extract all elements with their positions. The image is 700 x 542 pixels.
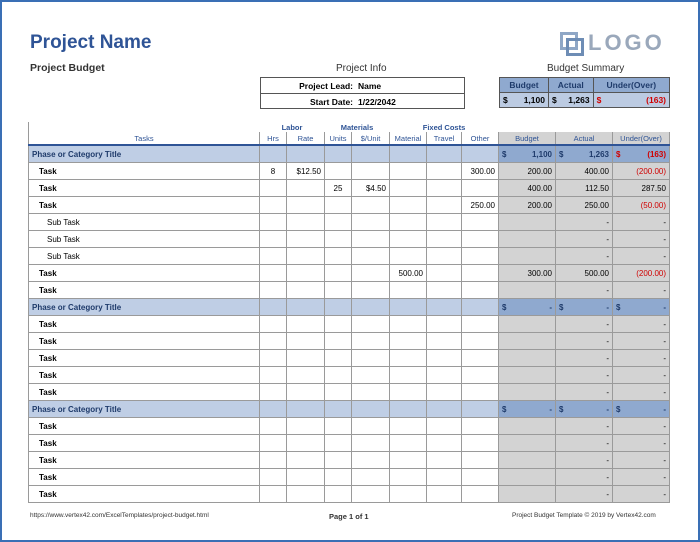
cell-hrs[interactable] <box>260 435 287 452</box>
cell-units[interactable] <box>325 469 352 486</box>
cell-units[interactable] <box>325 333 352 350</box>
cell-units[interactable] <box>325 452 352 469</box>
cell-travel[interactable] <box>427 384 462 401</box>
cell-per-unit[interactable] <box>352 418 390 435</box>
cell-budget <box>499 384 556 401</box>
cell-actual: - <box>556 469 613 486</box>
cell-hrs[interactable] <box>260 384 287 401</box>
cell-actual: - <box>556 248 613 265</box>
project-info-box <box>260 77 465 109</box>
cell-material[interactable] <box>390 145 427 163</box>
page-title: Project Name <box>30 32 152 53</box>
summary-header-under-over: Under(Over) <box>593 78 669 93</box>
cell-other[interactable] <box>462 248 499 265</box>
project-info-label: Project Info <box>336 63 387 74</box>
cell-budget: 200.00 <box>499 163 556 180</box>
cell-units[interactable] <box>325 350 352 367</box>
cell-other[interactable] <box>462 486 499 503</box>
cell-name[interactable]: Task <box>29 333 260 350</box>
cell-name[interactable]: Task <box>29 316 260 333</box>
cell-other[interactable] <box>462 452 499 469</box>
cell-travel[interactable] <box>427 214 462 231</box>
cell-actual: 500.00 <box>556 265 613 282</box>
cell-rate[interactable] <box>287 299 325 316</box>
cell-per-unit[interactable] <box>352 435 390 452</box>
cell-hrs[interactable] <box>260 469 287 486</box>
cell-other[interactable] <box>462 265 499 282</box>
cell-per-unit[interactable] <box>352 350 390 367</box>
cell-actual: - <box>556 350 613 367</box>
cell-under-over: - <box>613 282 670 299</box>
cell-name[interactable]: Sub Task <box>29 248 260 265</box>
cell-hrs[interactable] <box>260 367 287 384</box>
cell-actual: - <box>556 367 613 384</box>
cell-material[interactable] <box>390 197 427 214</box>
cell-rate[interactable] <box>287 418 325 435</box>
cell-material[interactable] <box>390 316 427 333</box>
cell-budget <box>499 418 556 435</box>
cell-budget <box>499 214 556 231</box>
cell-hrs[interactable] <box>260 214 287 231</box>
cell-travel[interactable] <box>427 316 462 333</box>
cell-per-unit[interactable] <box>352 333 390 350</box>
cell-name[interactable]: Task <box>29 469 260 486</box>
cell-hrs[interactable] <box>260 299 287 316</box>
phase-row <box>29 299 670 316</box>
column-header-row <box>29 132 670 145</box>
cell-rate[interactable] <box>287 282 325 299</box>
cell-name[interactable]: Phase or Category Title <box>29 299 260 316</box>
logo-mark-icon <box>560 32 582 54</box>
cell-travel[interactable] <box>427 299 462 316</box>
cell-other[interactable] <box>462 316 499 333</box>
cell-name[interactable]: Phase or Category Title <box>29 145 260 163</box>
cell-units[interactable] <box>325 265 352 282</box>
cell-material[interactable] <box>390 163 427 180</box>
cell-actual: - <box>556 452 613 469</box>
cell-travel[interactable] <box>427 435 462 452</box>
phase-row <box>29 401 670 418</box>
task-row <box>29 163 670 180</box>
cell-material[interactable] <box>390 418 427 435</box>
cell-material[interactable] <box>390 282 427 299</box>
task-row <box>29 469 670 486</box>
cell-budget: $ 1,100 <box>499 145 556 163</box>
col-material-header: Material <box>390 132 427 145</box>
cell-under-over: (200.00) <box>613 163 670 180</box>
cell-units[interactable] <box>325 435 352 452</box>
cell-rate[interactable] <box>287 469 325 486</box>
cell-units[interactable] <box>325 367 352 384</box>
cell-under-over: 287.50 <box>613 180 670 197</box>
subtask-row <box>29 214 670 231</box>
cell-other[interactable] <box>462 367 499 384</box>
cell-under-over: - <box>613 435 670 452</box>
cell-material[interactable] <box>390 180 427 197</box>
cell-other[interactable] <box>462 418 499 435</box>
cell-budget <box>499 486 556 503</box>
cell-travel[interactable] <box>427 197 462 214</box>
cell-per-unit[interactable] <box>352 367 390 384</box>
cell-under-over: - <box>613 452 670 469</box>
cell-rate[interactable] <box>287 197 325 214</box>
cell-per-unit[interactable] <box>352 282 390 299</box>
cell-hrs[interactable] <box>260 248 287 265</box>
cell-name[interactable]: Task <box>29 435 260 452</box>
cell-name[interactable]: Task <box>29 265 260 282</box>
cell-travel[interactable] <box>427 401 462 418</box>
cell-name[interactable]: Task <box>29 418 260 435</box>
cell-units[interactable] <box>325 486 352 503</box>
cell-other[interactable]: 300.00 <box>462 163 499 180</box>
cell-per-unit[interactable] <box>352 299 390 316</box>
task-row <box>29 435 670 452</box>
cell-under-over: - <box>613 469 670 486</box>
cell-hrs[interactable] <box>260 401 287 418</box>
cell-hrs[interactable] <box>260 197 287 214</box>
col-budget-header: Budget <box>499 132 556 145</box>
cell-per-unit[interactable] <box>352 452 390 469</box>
cell-units[interactable] <box>325 299 352 316</box>
task-row <box>29 384 670 401</box>
cell-rate[interactable] <box>287 180 325 197</box>
cell-under-over: $ (163) <box>613 145 670 163</box>
cell-per-unit[interactable] <box>352 231 390 248</box>
cell-budget <box>499 452 556 469</box>
cell-per-unit[interactable] <box>352 401 390 418</box>
cell-name[interactable]: Sub Task <box>29 214 260 231</box>
cell-per-unit[interactable] <box>352 214 390 231</box>
cell-under-over: - <box>613 333 670 350</box>
cell-travel[interactable] <box>427 282 462 299</box>
cell-per-unit[interactable]: $4.50 <box>352 180 390 197</box>
group-fixed-costs: Fixed Costs <box>422 122 466 132</box>
col-hrs-header: Hrs <box>260 132 287 145</box>
cell-name[interactable]: Task <box>29 163 260 180</box>
cell-under-over: - <box>613 316 670 333</box>
cell-per-unit[interactable] <box>352 265 390 282</box>
task-row <box>29 282 670 299</box>
cell-material[interactable] <box>390 299 427 316</box>
cell-other[interactable]: 250.00 <box>462 197 499 214</box>
cell-material[interactable] <box>390 452 427 469</box>
summary-actual: $ 1,263 <box>548 93 593 108</box>
cell-other[interactable] <box>462 469 499 486</box>
cell-travel[interactable] <box>427 367 462 384</box>
cell-actual: - <box>556 231 613 248</box>
task-row <box>29 265 670 282</box>
cell-other[interactable] <box>462 282 499 299</box>
cell-per-unit[interactable] <box>352 316 390 333</box>
start-date-value[interactable]: 1/22/2042 <box>358 96 396 107</box>
project-lead-label: Project Lead: <box>299 80 353 91</box>
cell-name[interactable]: Task <box>29 452 260 469</box>
col-travel-header: Travel <box>427 132 462 145</box>
group-labor: Labor <box>281 122 303 132</box>
cell-under-over: - <box>613 248 670 265</box>
cell-rate[interactable] <box>287 248 325 265</box>
subtask-row <box>29 248 670 265</box>
cell-units[interactable] <box>325 214 352 231</box>
cell-budget <box>499 350 556 367</box>
cell-material[interactable] <box>390 401 427 418</box>
cell-units[interactable] <box>325 316 352 333</box>
cell-budget <box>499 333 556 350</box>
cell-travel[interactable] <box>427 418 462 435</box>
cell-hrs[interactable] <box>260 452 287 469</box>
cell-material[interactable] <box>390 214 427 231</box>
cell-other[interactable] <box>462 333 499 350</box>
task-row <box>29 180 670 197</box>
cell-material[interactable] <box>390 367 427 384</box>
cell-other[interactable] <box>462 145 499 163</box>
cell-budget: 200.00 <box>499 197 556 214</box>
cell-units[interactable] <box>325 163 352 180</box>
cell-rate[interactable] <box>287 145 325 163</box>
cell-other[interactable] <box>462 384 499 401</box>
cell-units[interactable] <box>325 282 352 299</box>
cell-budget: $ - <box>499 401 556 418</box>
cell-actual: 112.50 <box>556 180 613 197</box>
cell-budget <box>499 316 556 333</box>
cell-other[interactable] <box>462 350 499 367</box>
cell-units[interactable] <box>325 145 352 163</box>
cell-name[interactable]: Phase or Category Title <box>29 401 260 418</box>
cell-actual: - <box>556 384 613 401</box>
task-row <box>29 418 670 435</box>
logo-text: LOGO <box>588 30 665 55</box>
cell-material[interactable] <box>390 333 427 350</box>
start-date-label: Start Date: <box>310 96 353 107</box>
cell-under-over: (200.00) <box>613 265 670 282</box>
cell-travel[interactable] <box>427 248 462 265</box>
task-row <box>29 333 670 350</box>
cell-hrs[interactable] <box>260 231 287 248</box>
budget-summary-table <box>499 77 670 108</box>
cell-actual: $ 1,263 <box>556 145 613 163</box>
cell-rate[interactable] <box>287 401 325 418</box>
col-tasks-header: Tasks <box>29 132 260 145</box>
cell-travel[interactable] <box>427 180 462 197</box>
cell-actual: - <box>556 486 613 503</box>
cell-rate[interactable]: $12.50 <box>287 163 325 180</box>
cell-rate[interactable] <box>287 214 325 231</box>
cell-hrs[interactable] <box>260 333 287 350</box>
cell-name[interactable]: Sub Task <box>29 231 260 248</box>
cell-actual: - <box>556 333 613 350</box>
cell-material[interactable] <box>390 248 427 265</box>
cell-hrs[interactable] <box>260 180 287 197</box>
cell-hrs[interactable] <box>260 486 287 503</box>
cell-other[interactable] <box>462 214 499 231</box>
col-under-over-header: Under(Over) <box>613 132 670 145</box>
cell-travel[interactable] <box>427 333 462 350</box>
cell-rate[interactable] <box>287 316 325 333</box>
cell-rate[interactable] <box>287 333 325 350</box>
cell-budget <box>499 469 556 486</box>
cell-units[interactable] <box>325 231 352 248</box>
task-row <box>29 316 670 333</box>
cell-actual: - <box>556 418 613 435</box>
phase-row <box>29 145 670 163</box>
cell-actual: $ - <box>556 401 613 418</box>
logo <box>560 30 665 56</box>
footer-copyright: Project Budget Template © 2019 by Vertex42.com <box>512 512 656 519</box>
cell-name[interactable]: Task <box>29 367 260 384</box>
cell-material[interactable] <box>390 350 427 367</box>
cell-hrs[interactable] <box>260 418 287 435</box>
cell-hrs[interactable] <box>260 145 287 163</box>
budget-grid <box>28 122 670 503</box>
cell-units[interactable] <box>325 197 352 214</box>
col-actual-header: Actual <box>556 132 613 145</box>
footer-url[interactable]: https://www.vertex42.com/ExcelTemplates/project-budget.html <box>30 512 209 519</box>
cell-under-over: - <box>613 486 670 503</box>
cell-hrs[interactable] <box>260 265 287 282</box>
cell-actual: - <box>556 282 613 299</box>
page-subtitle: Project Budget <box>30 62 105 74</box>
cell-rate[interactable] <box>287 435 325 452</box>
summary-budget: $ 1,100 <box>500 93 549 108</box>
cell-hrs[interactable] <box>260 282 287 299</box>
cell-units[interactable] <box>325 418 352 435</box>
cell-under-over: - <box>613 350 670 367</box>
cell-per-unit[interactable] <box>352 197 390 214</box>
cell-budget <box>499 282 556 299</box>
cell-rate[interactable] <box>287 231 325 248</box>
col-rate-header: Rate <box>287 132 325 145</box>
cell-under-over: - <box>613 214 670 231</box>
group-header-row <box>29 122 670 132</box>
cell-under-over: - <box>613 231 670 248</box>
cell-travel[interactable] <box>427 350 462 367</box>
cell-under-over: $ - <box>613 401 670 418</box>
cell-actual: - <box>556 214 613 231</box>
cell-per-unit[interactable] <box>352 469 390 486</box>
cell-under-over: - <box>613 418 670 435</box>
cell-budget <box>499 231 556 248</box>
cell-under-over: - <box>613 367 670 384</box>
col-other-header: Other <box>462 132 499 145</box>
task-row <box>29 197 670 214</box>
cell-rate[interactable] <box>287 265 325 282</box>
cell-per-unit[interactable] <box>352 486 390 503</box>
cell-other[interactable] <box>462 180 499 197</box>
cell-actual: $ - <box>556 299 613 316</box>
cell-name[interactable]: Task <box>29 350 260 367</box>
cell-other[interactable] <box>462 435 499 452</box>
cell-name[interactable]: Task <box>29 282 260 299</box>
cell-name[interactable]: Task <box>29 180 260 197</box>
cell-travel[interactable] <box>427 265 462 282</box>
cell-material[interactable] <box>390 231 427 248</box>
cell-material[interactable]: 500.00 <box>390 265 427 282</box>
cell-actual: - <box>556 435 613 452</box>
cell-actual: 250.00 <box>556 197 613 214</box>
cell-rate[interactable] <box>287 384 325 401</box>
cell-per-unit[interactable] <box>352 248 390 265</box>
subtask-row <box>29 231 670 248</box>
project-lead-value[interactable]: Name <box>358 80 382 91</box>
cell-budget: 400.00 <box>499 180 556 197</box>
cell-material[interactable] <box>390 486 427 503</box>
cell-hrs[interactable] <box>260 316 287 333</box>
cell-per-unit[interactable] <box>352 145 390 163</box>
cell-hrs[interactable]: 8 <box>260 163 287 180</box>
cell-name[interactable]: Task <box>29 486 260 503</box>
cell-travel[interactable] <box>427 163 462 180</box>
cell-per-unit[interactable] <box>352 384 390 401</box>
cell-rate[interactable] <box>287 452 325 469</box>
cell-name[interactable]: Task <box>29 384 260 401</box>
cell-under-over: $ - <box>613 299 670 316</box>
budget-summary-label: Budget Summary <box>547 63 625 74</box>
cell-material[interactable] <box>390 469 427 486</box>
cell-name[interactable]: Task <box>29 197 260 214</box>
cell-under-over: (50.00) <box>613 197 670 214</box>
cell-budget: 300.00 <box>499 265 556 282</box>
cell-travel[interactable] <box>427 452 462 469</box>
task-row <box>29 367 670 384</box>
cell-rate[interactable] <box>287 350 325 367</box>
col-per-unit-header: $/Unit <box>352 132 390 145</box>
task-row <box>29 350 670 367</box>
cell-units[interactable]: 25 <box>325 180 352 197</box>
cell-material[interactable] <box>390 384 427 401</box>
cell-other[interactable] <box>462 401 499 418</box>
summary-header-actual: Actual <box>548 78 593 93</box>
cell-budget: $ - <box>499 299 556 316</box>
cell-travel[interactable] <box>427 486 462 503</box>
summary-under-over: $ (163) <box>593 93 669 108</box>
cell-material[interactable] <box>390 435 427 452</box>
group-materials: Materials <box>340 122 374 132</box>
cell-budget <box>499 367 556 384</box>
footer-page: Page 1 of 1 <box>329 512 369 521</box>
col-units-header: Units <box>325 132 352 145</box>
cell-budget <box>499 435 556 452</box>
cell-hrs[interactable] <box>260 350 287 367</box>
cell-units[interactable] <box>325 401 352 418</box>
task-row <box>29 486 670 503</box>
task-row <box>29 452 670 469</box>
cell-rate[interactable] <box>287 486 325 503</box>
cell-travel[interactable] <box>427 469 462 486</box>
summary-header-budget: Budget <box>500 78 549 93</box>
cell-other[interactable] <box>462 299 499 316</box>
cell-other[interactable] <box>462 231 499 248</box>
cell-units[interactable] <box>325 248 352 265</box>
cell-travel[interactable] <box>427 145 462 163</box>
cell-travel[interactable] <box>427 231 462 248</box>
cell-budget <box>499 248 556 265</box>
cell-actual: 400.00 <box>556 163 613 180</box>
cell-rate[interactable] <box>287 367 325 384</box>
cell-under-over: - <box>613 384 670 401</box>
cell-units[interactable] <box>325 384 352 401</box>
cell-actual: - <box>556 316 613 333</box>
cell-per-unit[interactable] <box>352 163 390 180</box>
